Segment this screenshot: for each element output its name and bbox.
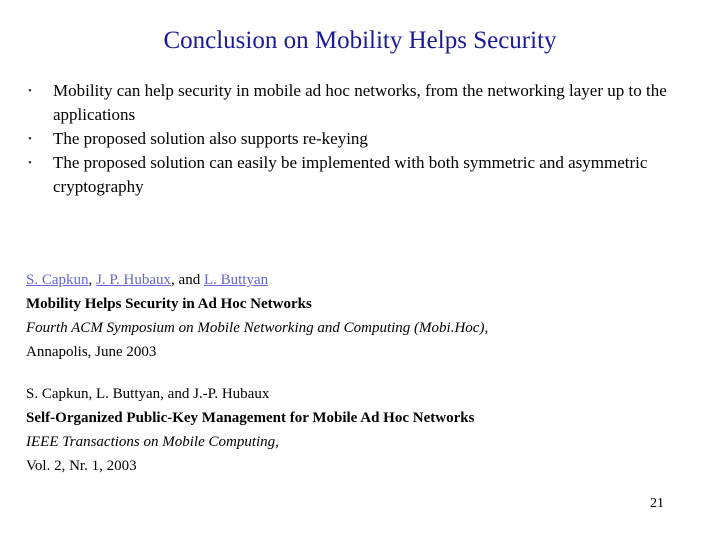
author-link-capkun[interactable]: S. Capkun <box>26 272 89 288</box>
author-link-hubaux[interactable]: J. P. Hubaux <box>96 272 172 288</box>
bullet-item <box>22 127 712 151</box>
author-link-buttyan[interactable]: L. Buttyan <box>203 272 269 288</box>
bullet-text: The proposed solution can easily be implemented with both symmetric and asymmetric cryptography <box>53 153 648 196</box>
reference-venue: Fourth ACM Symposium on Mobile Networking and Computing (Mobi.Hoc), <box>26 320 489 336</box>
bullet-item <box>22 151 712 199</box>
bullet-list <box>22 79 712 199</box>
reference-authors <box>26 268 706 292</box>
reference-2 <box>26 382 706 478</box>
bullet-item <box>22 79 712 127</box>
reference-title: Mobility Helps Security in Ad Hoc Networks <box>26 296 312 312</box>
author-separator: , <box>88 272 97 288</box>
slide-title: Conclusion on Mobility Helps Security <box>163 27 557 54</box>
reference-1 <box>26 268 706 364</box>
bullet-marker: • <box>28 157 32 169</box>
bullet-marker: • <box>28 85 32 97</box>
bullet-text: Mobility can help security in mobile ad hoc networks, from the networking layer up to the applications <box>53 81 667 124</box>
reference-authors: S. Capkun, L. Buttyan, and J.-P. Hubaux <box>26 386 270 402</box>
page-number: 21 <box>650 496 664 511</box>
bullet-text: The proposed solution also supports re-keying <box>53 129 368 148</box>
reference-details: Annapolis, June 2003 <box>26 344 157 360</box>
reference-details: Vol. 2, Nr. 1, 2003 <box>26 458 137 474</box>
reference-title: Self-Organized Public-Key Management for Mobile Ad Hoc Networks <box>26 410 475 426</box>
bullet-marker: • <box>28 133 32 145</box>
reference-venue: IEEE Transactions on Mobile Computing, <box>26 434 279 450</box>
author-separator: , and <box>171 272 204 288</box>
